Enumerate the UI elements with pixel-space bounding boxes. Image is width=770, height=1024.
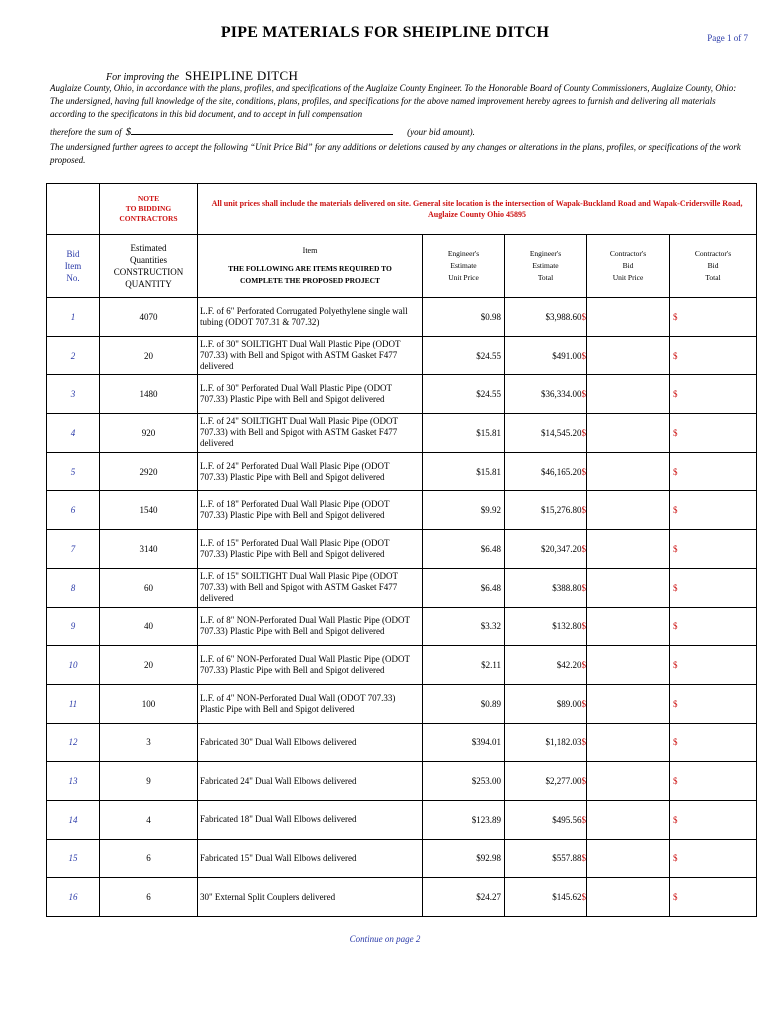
contractor-unit-price-field[interactable] bbox=[587, 878, 670, 917]
contractor-total-field[interactable] bbox=[670, 607, 757, 646]
header-con-total bbox=[670, 235, 757, 298]
header-con-total-2: Bid bbox=[707, 261, 719, 270]
engineer-unit-price: $15.81 bbox=[423, 414, 505, 453]
contractor-unit-dollar-sign: $ bbox=[581, 737, 586, 748]
contractor-unit-price-field[interactable] bbox=[587, 530, 670, 569]
engineer-total-cell bbox=[505, 839, 587, 878]
contractor-total-field[interactable] bbox=[670, 878, 757, 917]
bid-item-number: 2 bbox=[47, 336, 100, 375]
engineer-unit-price: $9.92 bbox=[423, 491, 505, 530]
contractor-unit-dollar-sign: $ bbox=[581, 582, 586, 593]
contractor-unit-dollar-sign: $ bbox=[581, 892, 586, 903]
bid-item-number: 3 bbox=[47, 375, 100, 414]
contractor-unit-dollar-sign: $ bbox=[581, 543, 586, 554]
header-item-top: Item bbox=[302, 246, 318, 255]
engineer-unit-price: $24.55 bbox=[423, 336, 505, 375]
bid-item-number: 4 bbox=[47, 414, 100, 453]
contractor-unit-dollar-sign: $ bbox=[581, 853, 586, 864]
item-description: L.F. of 30" Perforated Dual Wall Plastic Pipe (ODOT 707.33) Plastic Pipe with Bell and Spigot delivered bbox=[198, 375, 423, 414]
engineer-total-cell bbox=[505, 878, 587, 917]
contractor-unit-dollar-sign: $ bbox=[581, 660, 586, 671]
contractor-total-dollar-sign: $ bbox=[673, 698, 678, 709]
contractor-total-field[interactable] bbox=[670, 800, 757, 839]
engineer-total: $495.56 bbox=[552, 814, 582, 825]
engineer-unit-price: $6.48 bbox=[423, 530, 505, 569]
contractor-total-field[interactable] bbox=[670, 646, 757, 685]
header-qty-line-3: CONSTRUCTION bbox=[113, 267, 184, 277]
table-row bbox=[47, 414, 757, 453]
contractor-total-dollar-sign: $ bbox=[673, 466, 678, 477]
item-description: L.F. of 6" Perforated Corrugated Polyethylene single wall tubing (ODOT 707.31 & 707.32) bbox=[198, 298, 423, 337]
item-description: L.F. of 18" Perforated Dual Wall Plasic Pipe (ODOT 707.33) Plastic Pipe with Bell and Spigot delivered bbox=[198, 491, 423, 530]
header-eng-unit-2: Estimate bbox=[450, 261, 477, 270]
contractor-unit-dollar-sign: $ bbox=[581, 466, 586, 477]
table-row bbox=[47, 491, 757, 530]
engineer-total-cell bbox=[505, 336, 587, 375]
engineer-total: $89.00 bbox=[556, 698, 582, 709]
header-bid-line-1: Bid bbox=[66, 249, 80, 259]
bid-amount-field[interactable] bbox=[131, 125, 393, 135]
engineer-unit-price: $394.01 bbox=[423, 723, 505, 762]
note-line-3: CONTRACTORS bbox=[119, 214, 178, 223]
contractor-unit-price-field[interactable] bbox=[587, 762, 670, 801]
table-row bbox=[47, 800, 757, 839]
header-bid-line-3: No. bbox=[66, 273, 80, 283]
contractor-unit-price-field[interactable] bbox=[587, 452, 670, 491]
contractor-total-field[interactable] bbox=[670, 414, 757, 453]
engineer-total: $46,165.20 bbox=[541, 466, 582, 477]
table-row bbox=[47, 607, 757, 646]
contractor-unit-price-field[interactable] bbox=[587, 607, 670, 646]
contractor-total-field[interactable] bbox=[670, 839, 757, 878]
engineer-total-cell bbox=[505, 414, 587, 453]
header-item-text-2: COMPLETE THE PROPOSED PROJECT bbox=[239, 276, 381, 285]
bid-item-number: 14 bbox=[47, 800, 100, 839]
contractor-unit-price-field[interactable] bbox=[587, 298, 670, 337]
quantity-cell: 3 bbox=[100, 723, 198, 762]
ditch-name: SHEIPLINE DITCH bbox=[184, 68, 299, 83]
engineer-unit-price: $0.89 bbox=[423, 684, 505, 723]
quantity-cell: 2920 bbox=[100, 452, 198, 491]
contractor-total-field[interactable] bbox=[670, 336, 757, 375]
engineer-total-cell bbox=[505, 646, 587, 685]
contractor-total-field[interactable] bbox=[670, 684, 757, 723]
contractor-unit-dollar-sign: $ bbox=[581, 311, 586, 322]
header-qty-line-1: Estimated bbox=[130, 243, 167, 253]
contractor-unit-price-field[interactable] bbox=[587, 491, 670, 530]
engineer-total-cell bbox=[505, 800, 587, 839]
engineer-unit-price: $2.11 bbox=[423, 646, 505, 685]
header-eng-total-1: Engineer's bbox=[529, 249, 562, 258]
header-eng-unit bbox=[423, 235, 505, 298]
contractor-unit-price-field[interactable] bbox=[587, 684, 670, 723]
contractor-total-field[interactable] bbox=[670, 375, 757, 414]
engineer-total-cell bbox=[505, 684, 587, 723]
sum-dollar-sign: $ bbox=[125, 126, 132, 138]
engineer-unit-price: $0.98 bbox=[423, 298, 505, 337]
quantity-cell: 3140 bbox=[100, 530, 198, 569]
further-paragraph: The undersigned further agrees to accept the following “Unit Price Bid” for any additions or deletions caused by any changes or alterations in the plans, profiles, or specifications of the work proposed. bbox=[50, 142, 741, 165]
contractor-total-field[interactable] bbox=[670, 298, 757, 337]
contractor-total-dollar-sign: $ bbox=[673, 853, 678, 864]
header-eng-unit-1: Engineer's bbox=[447, 249, 480, 258]
bid-item-number: 16 bbox=[47, 878, 100, 917]
quantity-cell: 20 bbox=[100, 646, 198, 685]
header-con-unit-1: Contractor's bbox=[609, 249, 647, 258]
page-title: PIPE MATERIALS FOR SHEIPLINE DITCH bbox=[220, 24, 550, 41]
engineer-total-cell bbox=[505, 568, 587, 607]
quantity-cell: 1480 bbox=[100, 375, 198, 414]
contractor-total-dollar-sign: $ bbox=[673, 582, 678, 593]
note-line-2: TO BIDDING bbox=[125, 204, 172, 213]
engineer-unit-price: $253.00 bbox=[423, 762, 505, 801]
engineer-total: $388.80 bbox=[552, 582, 582, 593]
quantity-cell: 920 bbox=[100, 414, 198, 453]
bid-item-number: 1 bbox=[47, 298, 100, 337]
contractor-total-field[interactable] bbox=[670, 452, 757, 491]
header-con-unit bbox=[587, 235, 670, 298]
sum-suffix: (your bid amount). bbox=[407, 127, 475, 137]
quantity-cell: 40 bbox=[100, 607, 198, 646]
contractor-total-field[interactable] bbox=[670, 568, 757, 607]
item-description: L.F. of 24" SOILTIGHT Dual Wall Plasic Pipe (ODOT 707.33) with Bell and Spigot with ASTM Gasket F477 delivered bbox=[198, 414, 423, 453]
engineer-unit-price: $6.48 bbox=[423, 568, 505, 607]
header-eng-unit-3: Unit Price bbox=[448, 273, 479, 282]
engineer-total-cell bbox=[505, 723, 587, 762]
item-description: L.F. of 15" SOILTIGHT Dual Wall Plasic Pipe (ODOT 707.33) with Bell and Spigot with ASTM Gasket F477 delivered bbox=[198, 568, 423, 607]
table-row bbox=[47, 878, 757, 917]
contractor-total-dollar-sign: $ bbox=[673, 311, 678, 322]
contractor-unit-price-field[interactable] bbox=[587, 414, 670, 453]
table-row bbox=[47, 684, 757, 723]
contractor-total-dollar-sign: $ bbox=[673, 737, 678, 748]
header-bid-item bbox=[47, 235, 100, 298]
engineer-total: $2,277.00 bbox=[545, 776, 582, 787]
contractor-unit-dollar-sign: $ bbox=[581, 350, 586, 361]
table-row bbox=[47, 723, 757, 762]
engineer-total-cell bbox=[505, 452, 587, 491]
contractor-unit-price-field[interactable] bbox=[587, 723, 670, 762]
contractor-unit-dollar-sign: $ bbox=[581, 814, 586, 825]
header-row bbox=[47, 235, 757, 298]
contractor-unit-dollar-sign: $ bbox=[581, 389, 586, 400]
contractor-unit-dollar-sign: $ bbox=[581, 427, 586, 438]
contractor-unit-dollar-sign: $ bbox=[581, 505, 586, 516]
header-item-line-1 bbox=[201, 263, 419, 275]
bid-item-number: 7 bbox=[47, 530, 100, 569]
engineer-total: $20,347.20 bbox=[541, 543, 582, 554]
contractor-total-field[interactable] bbox=[670, 723, 757, 762]
contractor-unit-dollar-sign: $ bbox=[581, 698, 586, 709]
quantity-cell: 4070 bbox=[100, 298, 198, 337]
quantity-cell: 20 bbox=[100, 336, 198, 375]
engineer-total-cell bbox=[505, 530, 587, 569]
header-item-line-2 bbox=[201, 275, 419, 287]
bid-table bbox=[46, 183, 757, 917]
table-row bbox=[47, 336, 757, 375]
bid-item-number: 11 bbox=[47, 684, 100, 723]
contractor-unit-dollar-sign: $ bbox=[581, 776, 586, 787]
engineer-total: $491.00 bbox=[552, 350, 582, 361]
engineer-unit-price: $3.32 bbox=[423, 607, 505, 646]
engineer-total: $36,334.00 bbox=[541, 389, 582, 400]
table-row bbox=[47, 452, 757, 491]
bid-item-number: 15 bbox=[47, 839, 100, 878]
header-qty-line-2: Quantities bbox=[130, 255, 167, 265]
item-description: L.F. of 30" SOILTIGHT Dual Wall Plastic Pipe (ODOT 707.33) with Bell and Spigot with ASTM Gasket F477 delivered bbox=[198, 336, 423, 375]
contractor-total-dollar-sign: $ bbox=[673, 427, 678, 438]
header-bid-line-2: Item bbox=[64, 261, 82, 271]
contractor-unit-price-field[interactable] bbox=[587, 800, 670, 839]
header-con-total-3: Total bbox=[705, 273, 721, 282]
table-row bbox=[47, 646, 757, 685]
bid-item-number: 8 bbox=[47, 568, 100, 607]
engineer-total: $145.62 bbox=[552, 892, 582, 903]
item-description: L.F. of 8" NON-Perforated Dual Wall Plastic Pipe (ODOT 707.33) Plastic Pipe with Bell and Spigot delivered bbox=[198, 607, 423, 646]
engineer-unit-price: $92.98 bbox=[423, 839, 505, 878]
contractor-unit-dollar-sign: $ bbox=[581, 621, 586, 632]
engineer-total: $15,276.80 bbox=[541, 505, 582, 516]
quantity-cell: 6 bbox=[100, 839, 198, 878]
engineer-total-cell bbox=[505, 491, 587, 530]
engineer-total: $42.20 bbox=[556, 660, 582, 671]
header-item bbox=[198, 235, 423, 298]
item-description: 30" External Split Couplers delivered bbox=[198, 878, 423, 917]
sum-prefix: therefore the sum of bbox=[50, 127, 122, 137]
contractor-unit-price-field[interactable] bbox=[587, 568, 670, 607]
contractor-unit-price-field[interactable] bbox=[587, 646, 670, 685]
contractor-total-dollar-sign: $ bbox=[673, 776, 678, 787]
header-item-text-1: THE FOLLOWING ARE ITEMS REQUIRED TO bbox=[228, 264, 392, 273]
header-con-unit-2: Bid bbox=[622, 261, 634, 270]
contractor-unit-price-field[interactable] bbox=[587, 375, 670, 414]
bid-item-number: 10 bbox=[47, 646, 100, 685]
item-description: Fabricated 15" Dual Wall Elbows delivered bbox=[198, 839, 423, 878]
bid-item-number: 6 bbox=[47, 491, 100, 530]
engineer-total-cell bbox=[505, 298, 587, 337]
site-notice: All unit prices shall include the materials delivered on site. General site location is the intersection of Wapak-Buckland Road and Wapak-Cridersville Road, Auglaize County Ohio 45895 bbox=[198, 184, 757, 235]
contractor-total-dollar-sign: $ bbox=[673, 621, 678, 632]
page-number: Page 1 of 7 bbox=[707, 33, 748, 43]
contractor-total-dollar-sign: $ bbox=[673, 892, 678, 903]
contractor-total-dollar-sign: $ bbox=[673, 660, 678, 671]
quantity-cell: 1540 bbox=[100, 491, 198, 530]
table-row bbox=[47, 839, 757, 878]
bid-sum-line bbox=[50, 125, 475, 138]
quantity-cell: 4 bbox=[100, 800, 198, 839]
header-qty-line-4: QUANTITY bbox=[125, 279, 172, 289]
contractor-total-field[interactable] bbox=[670, 530, 757, 569]
blank-corner bbox=[47, 184, 100, 235]
item-description: L.F. of 6" NON-Perforated Dual Wall Plastic Pipe (ODOT 707.33) Plastic Pipe with Bell and Spigot delivered bbox=[198, 646, 423, 685]
item-description: L.F. of 4" NON-Perforated Dual Wall (ODOT 707.33) Plastic Pipe with Bell and Spigot delivered bbox=[198, 684, 423, 723]
header-con-total-1: Contractor's bbox=[694, 249, 732, 258]
bid-item-number: 12 bbox=[47, 723, 100, 762]
bid-item-number: 5 bbox=[47, 452, 100, 491]
quantity-cell: 100 bbox=[100, 684, 198, 723]
contractor-total-field[interactable] bbox=[670, 491, 757, 530]
intro-paragraph: Auglaize County, Ohio, in accordance with the plans, profiles, and specifications of the Auglaize County Engineer. To the Honorable Board of County Commissioners, Auglaize County, Ohio: The undersigned, having full knowledge of the site, conditions, plans, profiles, and specifications for the above named improvement hereby agrees to furnish and delivering all materials according to the specificatons in this bid document, and to accept in full compensation bbox=[50, 83, 737, 119]
header-quantity bbox=[100, 235, 198, 298]
contractor-total-dollar-sign: $ bbox=[673, 389, 678, 400]
contractor-total-dollar-sign: $ bbox=[673, 543, 678, 554]
header-eng-total-2: Estimate bbox=[532, 261, 559, 270]
engineer-total: $132.80 bbox=[552, 621, 582, 632]
bid-item-number: 9 bbox=[47, 607, 100, 646]
item-description: Fabricated 24" Dual Wall Elbows delivered bbox=[198, 762, 423, 801]
notice-row bbox=[47, 184, 757, 235]
table-row bbox=[47, 298, 757, 337]
item-description: L.F. of 24" Perforated Dual Wall Plasic Pipe (ODOT 707.33) Plastic Pipe with Bell and Spigot delivered bbox=[198, 452, 423, 491]
engineer-total: $3,988.60 bbox=[545, 311, 582, 322]
quantity-cell: 9 bbox=[100, 762, 198, 801]
engineer-unit-price: $123.89 bbox=[423, 800, 505, 839]
item-description: Fabricated 30" Dual Wall Elbows delivered bbox=[198, 723, 423, 762]
note-to-bidders bbox=[100, 184, 198, 235]
header-con-unit-3: Unit Price bbox=[612, 273, 644, 282]
continue-note: Continue on page 2 bbox=[349, 934, 421, 944]
bid-item-number: 13 bbox=[47, 762, 100, 801]
engineer-total: $14,545.20 bbox=[541, 427, 582, 438]
contractor-total-dollar-sign: $ bbox=[673, 350, 678, 361]
table-row bbox=[47, 530, 757, 569]
contractor-unit-price-field[interactable] bbox=[587, 336, 670, 375]
contractor-total-dollar-sign: $ bbox=[673, 814, 678, 825]
for-improving-label: For improving the bbox=[106, 72, 179, 83]
engineer-unit-price: $24.55 bbox=[423, 375, 505, 414]
table-row bbox=[47, 375, 757, 414]
quantity-cell: 6 bbox=[100, 878, 198, 917]
engineer-unit-price: $24.27 bbox=[423, 878, 505, 917]
engineer-total-cell bbox=[505, 375, 587, 414]
note-line-1: NOTE bbox=[137, 194, 160, 203]
header-eng-total bbox=[505, 235, 587, 298]
header-eng-total-3: Total bbox=[537, 273, 554, 282]
engineer-total-cell bbox=[505, 607, 587, 646]
table-row bbox=[47, 762, 757, 801]
engineer-unit-price: $15.81 bbox=[423, 452, 505, 491]
table-row bbox=[47, 568, 757, 607]
engineer-total: $1,182.03 bbox=[545, 737, 582, 748]
engineer-total-cell bbox=[505, 762, 587, 801]
item-description: L.F. of 15" Perforated Dual Wall Plasic Pipe (ODOT 707.33) Plastic Pipe with Bell and Spigot delivered bbox=[198, 530, 423, 569]
contractor-unit-price-field[interactable] bbox=[587, 839, 670, 878]
contractor-total-field[interactable] bbox=[670, 762, 757, 801]
quantity-cell: 60 bbox=[100, 568, 198, 607]
item-description: Fabricated 18" Dual Wall Elbows delivered bbox=[198, 800, 423, 839]
engineer-total: $557.88 bbox=[552, 853, 582, 864]
contractor-total-dollar-sign: $ bbox=[673, 505, 678, 516]
